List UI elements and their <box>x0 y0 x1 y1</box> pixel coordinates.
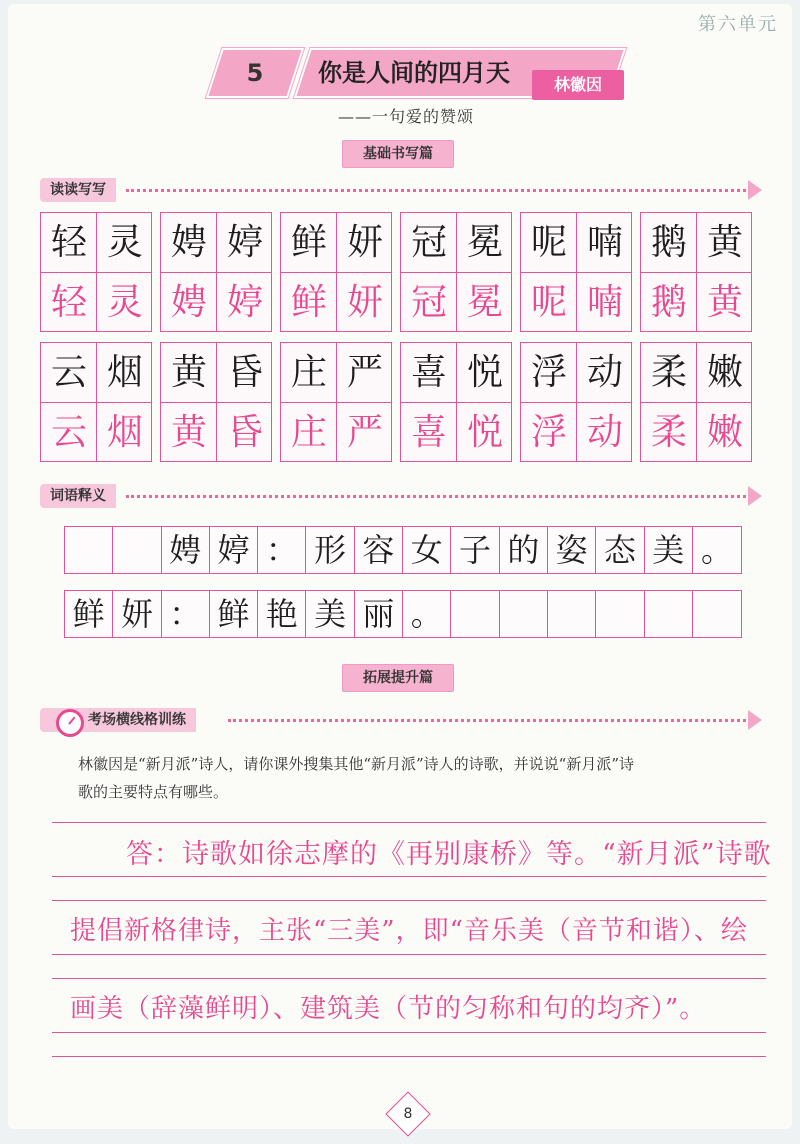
word-grid-11 <box>520 342 632 462</box>
meaning-row-2 <box>64 590 742 638</box>
model-character: 轻 <box>50 222 87 263</box>
exam-question <box>78 750 768 806</box>
trace-character: 严 <box>346 412 383 453</box>
ruled-line <box>52 876 766 877</box>
meaning-cell: 鲜 <box>210 591 258 637</box>
model-character: 鲜 <box>290 222 327 263</box>
trace-character: 鹅 <box>650 282 687 323</box>
meaning-cell <box>451 591 499 637</box>
trace-character: 婷 <box>226 282 263 323</box>
meaning-cell: 子 <box>451 527 499 573</box>
word-grid-6 <box>640 212 752 332</box>
word-grid-5 <box>520 212 632 332</box>
trace-character: 鲜 <box>290 282 327 323</box>
dotted-divider <box>126 189 746 192</box>
model-character: 妍 <box>346 222 383 263</box>
answer-line-2: 提倡新格律诗，主张“三美”，即“音乐美（音节和谐）、绘 <box>70 916 748 946</box>
trace-character: 黄 <box>706 282 743 323</box>
word-grid-12 <box>640 342 752 462</box>
trace-character: 喜 <box>410 412 447 453</box>
exam-training-label: 考场横线格训练 <box>40 708 196 732</box>
lesson-number-badge <box>206 48 304 98</box>
question-line-2: 歌的主要特点有哪些。 <box>78 783 229 801</box>
trace-character: 嫩 <box>706 412 743 453</box>
meaning-cell <box>65 527 113 573</box>
meaning-cell: 。 <box>403 591 451 637</box>
word-grid-2 <box>160 212 272 332</box>
meaning-cell: 女 <box>403 527 451 573</box>
trace-character: 呢 <box>530 282 567 323</box>
model-character: 冠 <box>410 222 447 263</box>
meaning-cell: 姿 <box>548 527 596 573</box>
lesson-title: 你是人间的四月天 <box>318 59 510 87</box>
meaning-cell <box>113 527 161 573</box>
trace-character: 庄 <box>290 412 327 453</box>
model-character: 灵 <box>106 222 143 263</box>
model-character: 呢 <box>530 222 567 263</box>
word-grid-1 <box>40 212 152 332</box>
meaning-cell: 婷 <box>210 527 258 573</box>
trace-character: 黄 <box>170 412 207 453</box>
lesson-author: 林徽因 <box>532 70 624 100</box>
trace-character: 柔 <box>650 412 687 453</box>
model-character: 云 <box>50 352 87 393</box>
word-grid-10 <box>400 342 512 462</box>
word-grid-8 <box>160 342 272 462</box>
trace-character: 浮 <box>530 412 567 453</box>
model-character: 鹅 <box>650 222 687 263</box>
model-character: 柔 <box>650 352 687 393</box>
word-grid-9 <box>280 342 392 462</box>
trace-character: 轻 <box>50 282 87 323</box>
page-number: 8 <box>403 1106 413 1122</box>
model-character: 嫩 <box>706 352 743 393</box>
workbook-page <box>8 4 792 1129</box>
model-character: 冕 <box>466 222 503 263</box>
trace-character: 冕 <box>466 282 503 323</box>
model-character: 黄 <box>170 352 207 393</box>
ruled-line <box>52 1056 766 1057</box>
ruled-line <box>52 822 766 823</box>
dotted-divider <box>126 495 746 498</box>
lesson-subtitle: ——一句爱的赞颂 <box>338 107 475 126</box>
model-character: 动 <box>586 352 623 393</box>
meaning-cell: 态 <box>596 527 644 573</box>
meaning-cell: 鲜 <box>65 591 113 637</box>
section-basic-writing: 基础书写篇 <box>342 140 454 168</box>
meaning-cell: 的 <box>500 527 548 573</box>
trace-character: 妍 <box>346 282 383 323</box>
meaning-cell <box>596 591 644 637</box>
model-character: 喃 <box>586 222 623 263</box>
arrow-icon <box>748 486 762 506</box>
meaning-cell: 丽 <box>355 591 403 637</box>
model-character: 烟 <box>106 352 143 393</box>
trace-character: 烟 <box>106 412 143 453</box>
model-character: 严 <box>346 352 383 393</box>
meaning-cell: 美 <box>645 527 693 573</box>
read-write-label: 读读写写 <box>40 178 116 202</box>
trace-character: 娉 <box>170 282 207 323</box>
section-extension: 拓展提升篇 <box>342 664 454 692</box>
word-grid-7 <box>40 342 152 462</box>
lesson-number: 5 <box>246 59 264 87</box>
arrow-icon <box>748 180 762 200</box>
model-character: 浮 <box>530 352 567 393</box>
trace-character: 动 <box>586 412 623 453</box>
ruled-line <box>52 1032 766 1033</box>
answer-line-3: 画美（辞藻鲜明）、建筑美（节的匀称和句的均齐）”。 <box>70 994 707 1024</box>
meaning-cell: ： <box>258 527 306 573</box>
meaning-cell <box>693 591 741 637</box>
trace-character: 昏 <box>226 412 263 453</box>
clock-icon <box>56 709 84 737</box>
trace-character: 灵 <box>106 282 143 323</box>
model-character: 黄 <box>706 222 743 263</box>
arrow-icon <box>748 710 762 730</box>
ruled-line <box>52 978 766 979</box>
meaning-cell: 妍 <box>113 591 161 637</box>
meaning-cell: 娉 <box>162 527 210 573</box>
meaning-cell: 容 <box>355 527 403 573</box>
model-character: 悦 <box>466 352 503 393</box>
ruled-line <box>52 954 766 955</box>
word-grid-3 <box>280 212 392 332</box>
meaning-row-1 <box>64 526 742 574</box>
model-character: 昏 <box>226 352 263 393</box>
model-character: 喜 <box>410 352 447 393</box>
trace-character: 悦 <box>466 412 503 453</box>
answer-line-1: 答：诗歌如徐志摩的《再别康桥》等。“新月派”诗歌 <box>126 839 772 870</box>
word-grid-4 <box>400 212 512 332</box>
unit-label: 第六单元 <box>698 14 778 35</box>
meaning-cell: 艳 <box>258 591 306 637</box>
meaning-cell: 。 <box>700 531 733 569</box>
meaning-cell <box>500 591 548 637</box>
meaning-cell <box>548 591 596 637</box>
dotted-divider <box>228 719 746 722</box>
meaning-cell: 美 <box>306 591 354 637</box>
word-meaning-label: 词语释义 <box>40 484 116 508</box>
ruled-line <box>52 900 766 901</box>
trace-character: 冠 <box>410 282 447 323</box>
model-character: 娉 <box>170 222 207 263</box>
page-number-badge <box>385 1091 430 1136</box>
model-character: 庄 <box>290 352 327 393</box>
trace-character: 喃 <box>586 282 623 323</box>
meaning-cell: 形 <box>306 527 354 573</box>
meaning-cell: ： <box>162 591 210 637</box>
model-character: 婷 <box>226 222 263 263</box>
lesson-title-banner <box>214 44 626 106</box>
question-line-1: 林徽因是“新月派”诗人，请你课外搜集其他“新月派”诗人的诗歌，并说说“新月派”诗 <box>78 755 635 773</box>
trace-character: 云 <box>50 412 87 453</box>
meaning-cell <box>645 591 693 637</box>
